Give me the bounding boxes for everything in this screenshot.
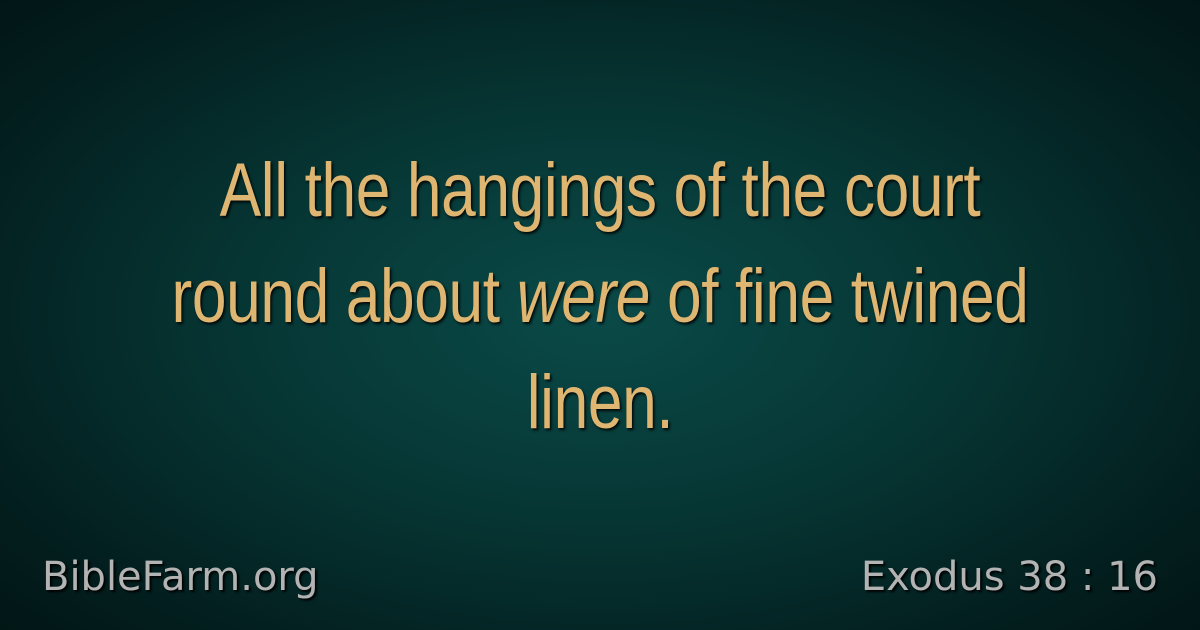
- verse-line-2: [141, 244, 1059, 350]
- verse-line-2-start: round about: [171, 254, 500, 339]
- site-name: BibleFarm.org: [42, 554, 319, 600]
- verse-text: [141, 138, 1059, 456]
- verse-reference: Exodus 38 : 16: [860, 554, 1158, 600]
- verse-line-1: All the hangings of the court: [219, 148, 981, 233]
- verse-italic-word: were: [516, 254, 651, 339]
- verse-line-3: linen.: [526, 360, 674, 445]
- verse-line-2-end: of fine twined: [666, 254, 1029, 339]
